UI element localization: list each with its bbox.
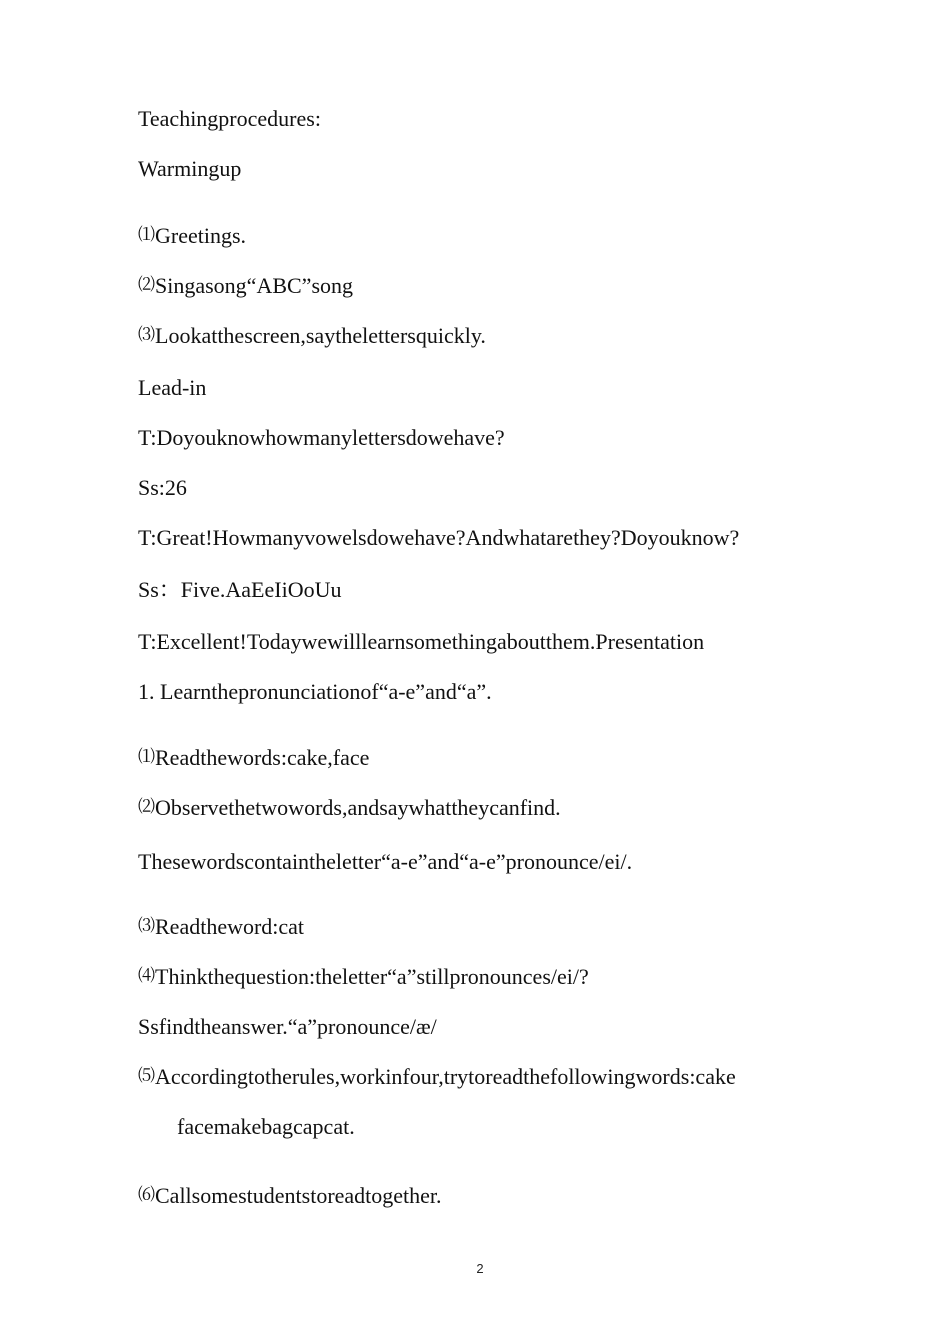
- list-marker: ⑵: [138, 275, 155, 294]
- list-item: ⑶Readtheword:cat: [138, 914, 305, 939]
- dialogue-line: T:Great!Howmanyvowelsdowehave?Andwhatarethey?Doyouknow?: [138, 525, 740, 550]
- list-marker: ⑶: [138, 916, 155, 935]
- list-item: ⑹Callsomestudentstoreadtogether.: [138, 1183, 442, 1208]
- list-marker: ⑹: [138, 1185, 155, 1204]
- list-item: ⑷Thinkthequestion:theletter“a”stillpronounces/ei/?: [138, 964, 589, 989]
- list-marker: ⑴: [138, 747, 155, 766]
- list-marker: ⑴: [138, 225, 155, 244]
- list-marker: ⑶: [138, 325, 155, 344]
- page-number: 2: [476, 1261, 484, 1276]
- list-item-continuation: facemakebagcapcat.: [177, 1114, 355, 1139]
- body-text: Thesewordscontaintheletter“a-e”and“a-e”pronounce/ei/.: [138, 849, 633, 874]
- list-item: ⑴Readthewords:cake,face: [138, 745, 370, 770]
- body-text: Ssfindtheanswer.“a”pronounce/æ/: [138, 1014, 437, 1039]
- dialogue-line: Ss:26: [138, 475, 187, 500]
- heading-lead-in: Lead-in: [138, 375, 207, 400]
- numbered-heading: 1. Learnthepronunciationof“a-e”and“a”.: [138, 679, 492, 704]
- list-marker: ⑵: [138, 797, 155, 816]
- list-marker: ⑸: [138, 1066, 155, 1085]
- heading-teaching-procedures: Teachingprocedures:: [138, 106, 321, 131]
- heading-warming-up: Warmingup: [138, 156, 242, 181]
- dialogue-line: T:Doyouknowhowmanylettersdowehave?: [138, 425, 505, 450]
- list-item: ⑴Greetings.: [138, 223, 247, 248]
- list-item: ⑵Singasong“ABC”song: [138, 273, 353, 298]
- list-item: ⑸Accordingtotherules,workinfour,trytoreadthefollowingwords:cake: [138, 1064, 736, 1089]
- list-item: ⑶Lookatthescreen,saythelettersquickly.: [138, 323, 486, 348]
- list-marker: ⑷: [138, 966, 155, 985]
- list-item: ⑵Observethetwowords,andsaywhattheycanfind.: [138, 795, 561, 820]
- dialogue-line: Ss：Five.AaEeIiOoUu: [138, 577, 342, 602]
- dialogue-line: T:Excellent!Todaywewilllearnsomethingaboutthem.Presentation: [138, 629, 705, 654]
